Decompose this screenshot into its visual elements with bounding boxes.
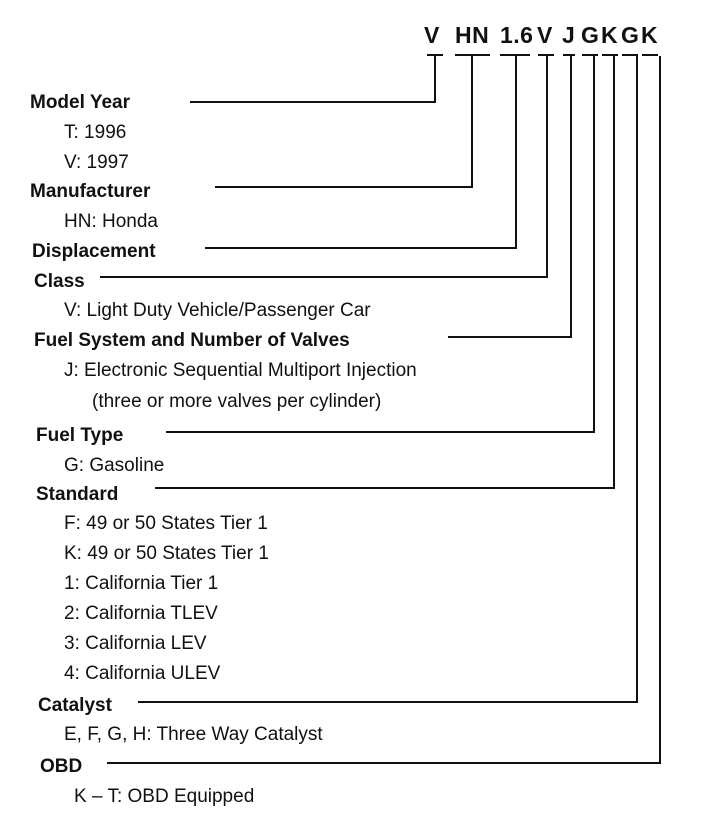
- displacement-label: Displacement: [32, 241, 156, 262]
- obd-option: K – T: OBD Equipped: [74, 786, 255, 807]
- code-standard-char: K: [601, 22, 619, 48]
- catalyst-label: Catalyst: [38, 695, 112, 716]
- leader-fuel-system: [448, 56, 571, 337]
- obd-label: OBD: [40, 756, 83, 777]
- code-manufacturer-chars: HN: [455, 22, 490, 48]
- leader-standard: [155, 56, 614, 488]
- fuel-system-note: (three or more valves per cylinder): [92, 391, 382, 412]
- code-class-char: V: [537, 22, 553, 48]
- leader-model-year: [190, 56, 435, 102]
- fuel-type-label: Fuel Type: [36, 425, 124, 446]
- manufacturer-label: Manufacturer: [30, 181, 151, 202]
- code-catalyst-char: G: [621, 22, 640, 48]
- fuel-system-option: J: Electronic Sequential Multiport Injection: [64, 360, 417, 381]
- leader-manufacturer: [215, 56, 472, 187]
- code-obd-char: K: [641, 22, 659, 48]
- model-year-option: T: 1996: [64, 122, 127, 143]
- code-fuel-system-char: J: [562, 22, 576, 48]
- fuel-type-option: G: Gasoline: [64, 455, 165, 476]
- leader-class: [100, 56, 547, 277]
- standard-option: 3: California LEV: [64, 633, 207, 654]
- catalyst-option: E, F, G, H: Three Way Catalyst: [64, 724, 323, 745]
- standard-option: K: 49 or 50 States Tier 1: [64, 543, 269, 564]
- standard-option: F: 49 or 50 States Tier 1: [64, 513, 268, 534]
- fuel-system-label: Fuel System and Number of Valves: [34, 330, 350, 351]
- standard-label: Standard: [36, 484, 119, 505]
- standard-option: 4: California ULEV: [64, 663, 221, 684]
- manufacturer-option: HN: Honda: [64, 211, 158, 232]
- code-fuel-type-char: G: [581, 22, 600, 48]
- code-displacement-chars: 1.6: [500, 22, 534, 48]
- code-year-char: V: [424, 22, 440, 48]
- model-year-label: Model Year: [30, 92, 130, 113]
- model-year-option: V: 1997: [64, 152, 129, 173]
- class-option: V: Light Duty Vehicle/Passenger Car: [64, 300, 371, 321]
- standard-option: 1: California Tier 1: [64, 573, 219, 594]
- class-label: Class: [34, 271, 85, 292]
- standard-option: 2: California TLEV: [64, 603, 218, 624]
- leader-displacement: [205, 56, 516, 248]
